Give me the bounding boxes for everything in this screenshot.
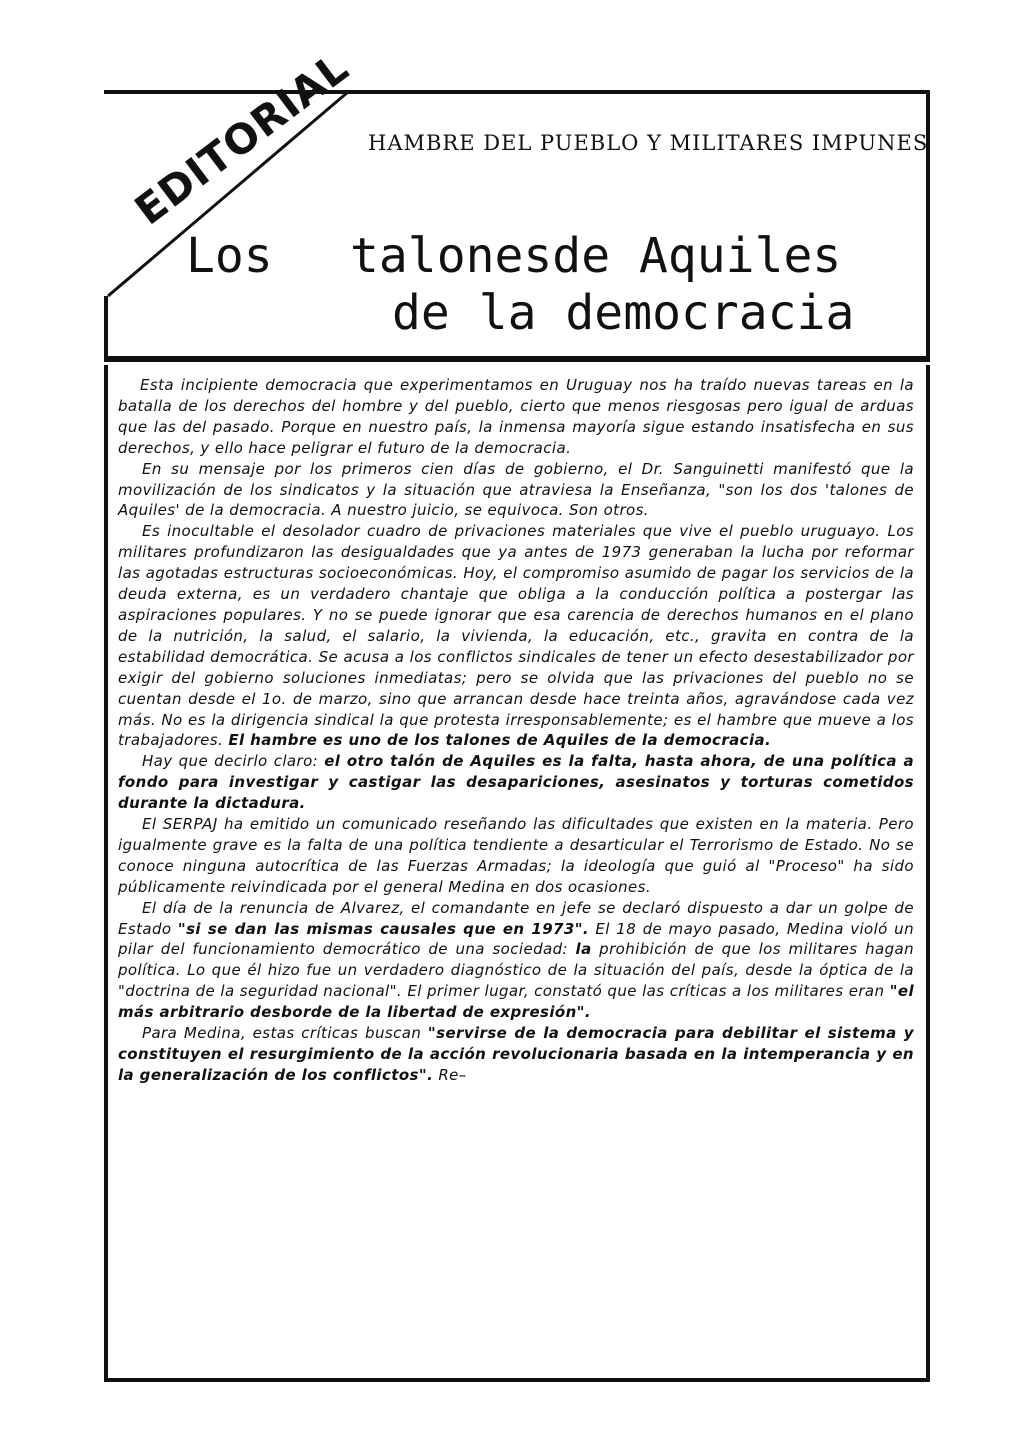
emphasized-text: "si se dan las mismas causales que en 1973". [177, 919, 590, 938]
article-paragraph [118, 375, 914, 459]
emphasized-text: "servirse de la democracia para debilitar el sistema y constituyen el resurgimiento de la acción revolucionaria basada en la intemperancia y en la generalización de los conflictos". [118, 1024, 914, 1084]
emphasized-text: la [575, 940, 592, 959]
paragraph-text: El SERPAJ ha emitido un comunicado reseñando las dificultades que existen en la materia. Pero igualmente grave es la falta de una política tendiente a desarticular el Terrorismo de Estado. No se conoce ninguna autocrítica de las Fuerzas Armadas; la ideología que guió al "Proceso" ha sido públicamente reivindicada por el general Medina en dos ocasiones. [118, 815, 914, 896]
paragraph-text: Hay que decirlo claro: [142, 752, 325, 771]
article-title-line-1: talonesde Aquiles [350, 228, 842, 284]
article-paragraph [118, 1023, 914, 1086]
emphasized-text: el otro talón de Aquiles es la falta, hasta ahora, de una política a fondo para investigar y castigar las desapariciones, asesinatos y torturas cometidos durante la dictadura. [118, 752, 914, 813]
article-paragraph [118, 521, 914, 751]
paragraph-text: prohibición de que los militares hagan política. Lo que él hizo fue un verdadero diagnóstico de la situación del país, desde la óptica de la "doctrina de la seguridad nacional". El primer lugar, constató que las críticas a los militares eran [118, 940, 914, 1001]
article-title-word-los: Los [186, 228, 273, 284]
article-paragraph [118, 751, 914, 814]
paragraph-text: Para Medina, estas críticas buscan [142, 1024, 428, 1043]
article-paragraph [118, 898, 914, 1023]
paragraph-text: Re– [433, 1065, 467, 1084]
article-paragraph [118, 814, 914, 898]
editorial-label: EDITORIAL [126, 43, 358, 235]
article-subtitle: HAMBRE DEL PUEBLO Y MILITARES IMPUNES [368, 131, 929, 155]
article-paragraph [118, 459, 914, 522]
article-title-line-2: de la democracia [392, 285, 855, 341]
paragraph-text: Esta incipiente democracia que experimentamos en Uruguay nos ha traído nuevas tareas en la batalla de los derechos del hombre y del pueblo, cierto que menos riesgosas pero igual de arduas que las del pasado. Porque en nuestro país, la inmensa mayoría sigue estando insatisfecha en sus derechos, y ello hace peligrar el futuro de la democracia. [118, 376, 914, 457]
paragraph-text: En su mensaje por los primeros cien días de gobierno, el Dr. Sanguinetti manifestó que la movilización de los sindicatos y la situación que atraviesa la Enseñanza, "son los dos 'talones de Aquiles' de la democracia. A nuestro juicio, se equivoca. Son otros. [118, 459, 914, 520]
paragraph-text: Es inocultable el desolador cuadro de privaciones materiales que vive el pueblo uruguayo. Los militares profundizaron las desigualdades que ya antes de 1973 generaban la lucha por reformar las agotadas estructuras socioeconómicas. Hoy, el compromiso asumido de pagar los servicios de la deuda externa, es un verdadero chantaje que obliga a la conducción política a postergar las aspiraciones populares. Y no se puede ignorar que esa carencia de derechos humanos en el plano de la nutrición, la salud, el salario, la vivienda, la educación, etc., gravita en contra de la estabilidad democrática. Se acusa a los conflictos sindicales de tener un efecto desestabilizador por exigir del gobierno soluciones inmediatas; pero se olvida que las privaciones del pueblo no se cuentan desde el 1o. de marzo, sino que arrancan desde hace treinta años, agravándose cada vez más. No es la dirigencia sindical la que protesta irresponsablemente; es el hambre que mueve a los trabajadores. [118, 522, 914, 750]
paragraph-text: El 18 de mayo pasado, Medina violó un pilar del funcionamiento democrático de una sociedad: [118, 919, 914, 959]
emphasized-text: El hambre es uno de los talones de Aquiles de la democracia. [228, 731, 772, 750]
paragraph-text: El día de la renuncia de Alvarez, el comandante en jefe se declaró dispuesto a dar un golpe de Estado [118, 898, 914, 938]
article-body [118, 375, 914, 1086]
header-left-rule [104, 296, 108, 362]
emphasized-text: "el más arbitrario desborde de la libertad de expresión". [118, 982, 914, 1022]
